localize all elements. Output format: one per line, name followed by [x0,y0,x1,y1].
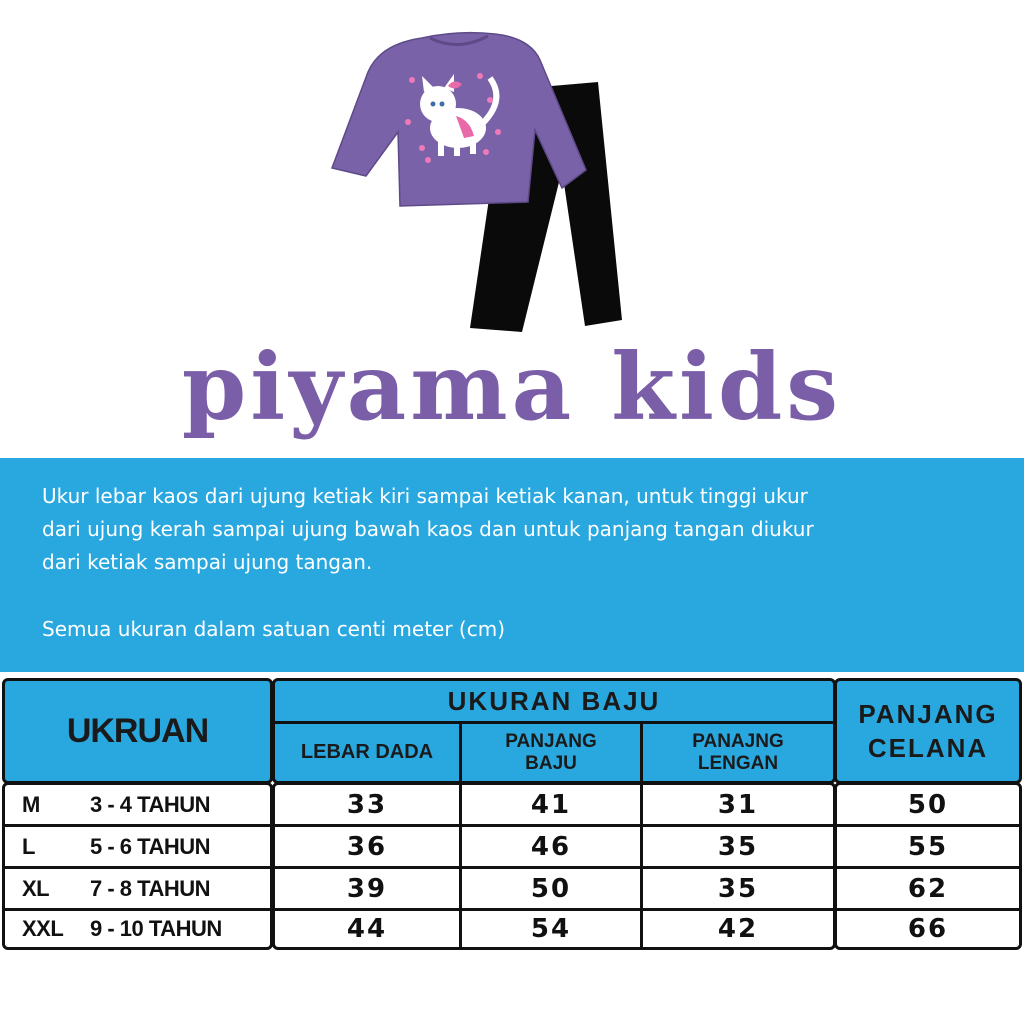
lebar-dada-value: 33 [346,789,388,820]
panjang-baju-value: 54 [530,914,572,944]
info-note: Semua ukuran dalam satuan centi meter (cm) [42,617,506,641]
col-label: LENGAN [697,752,779,774]
col-lebar-dada [275,724,459,781]
panjang-celana-value: 50 [907,789,949,820]
info-box [0,458,1024,672]
size-label: XL [22,875,50,901]
age-label: 7 - 8 TAHUN [90,875,210,901]
size-header-box [2,678,273,784]
size-label: M [22,791,40,817]
pants-header-line: CELANA [867,733,989,763]
lebar-dada-value: 39 [346,873,388,904]
pants-header-box [834,678,1022,784]
col-panjang-baju [462,724,640,781]
col-label: PANJANG [505,730,597,752]
size-header-label: UKRUAN [66,711,209,750]
panjang-baju-value: 41 [530,789,572,820]
col-label: PANAJNG [692,730,784,752]
size-label: L [22,833,35,859]
panjang-baju-value: 50 [530,873,572,904]
age-label: 5 - 6 TAHUN [90,833,210,859]
pants-header-line: PANJANG [858,699,998,729]
age-label: 9 - 10 TAHUN [90,916,222,941]
panjang-lengan-value: 31 [717,789,759,820]
shirt-header-label: UKURAN BAJU [447,685,661,716]
panjang-lengan-value: 42 [717,914,759,944]
age-label: 3 - 4 TAHUN [90,791,210,817]
brand-title: piyama kids [181,333,843,441]
col-label: LEBAR DADA [300,741,434,763]
info-line: Ukur lebar kaos dari ujung ketiak kiri sampai ketiak kanan, untuk tinggi ukur [42,484,808,508]
size-label: XXL [22,916,64,941]
shirt-header-box [272,678,836,784]
panjang-celana-value: 55 [907,831,949,862]
panjang-lengan-value: 35 [717,873,759,904]
col-label: BAJU [525,752,577,774]
panjang-celana-value: 66 [907,914,949,944]
panjang-celana-value: 62 [907,873,949,904]
info-line: dari ujung kerah sampai ujung bawah kaos dan untuk panjang tangan diukur [42,517,814,541]
panjang-baju-value: 46 [530,831,572,862]
product-image [330,20,630,340]
col-panjang-lengan [643,724,833,781]
info-line: dari ketiak sampai ujung tangan. [42,550,373,574]
panjang-lengan-value: 35 [717,831,759,862]
lebar-dada-value: 36 [346,831,388,862]
pants-header-label [837,681,1019,781]
lebar-dada-value: 44 [346,914,388,944]
